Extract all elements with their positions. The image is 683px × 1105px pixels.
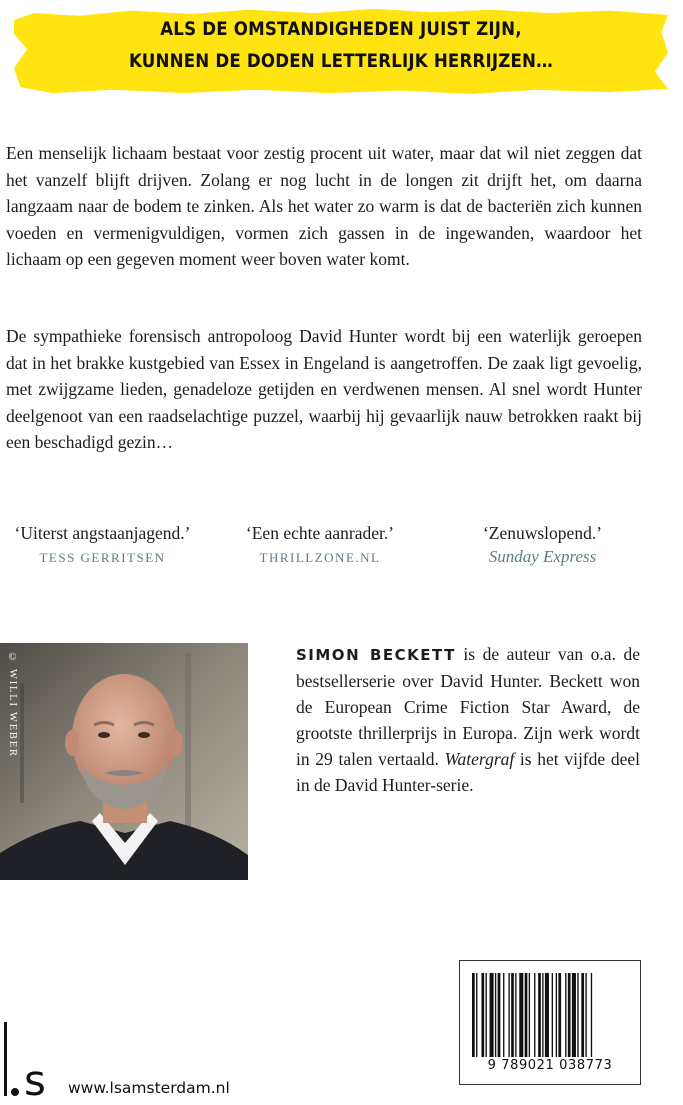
publisher-logo (4, 1022, 64, 1105)
author-photo (0, 643, 248, 880)
headline-line-1: ALS DE OMSTANDIGHEDEN JUIST ZIJN, (160, 19, 522, 40)
review-quote-3 (460, 523, 625, 567)
author-portrait-illustration (0, 643, 248, 880)
logo-bar (4, 1022, 7, 1096)
quote-text: ‘Een echte aanrader.’ (245, 523, 395, 543)
barcode-bars (472, 973, 628, 1057)
barcode (459, 960, 641, 1085)
author-name: SIMON BECKETT (296, 646, 456, 664)
isbn-number: 9 789021 038773 (487, 1058, 613, 1073)
headline-line-2: KUNNEN DE DODEN LETTERLIJK HERRIJZEN… (128, 51, 554, 72)
publisher-website[interactable]: www.lsamsterdam.nl (68, 1079, 230, 1097)
logo-dot (11, 1088, 19, 1096)
bio-text-2: is het vijfde deel in de David Hunter-serie. (296, 749, 640, 795)
quote-source: TESS GERRITSEN (39, 550, 166, 565)
quote-text: ‘Uiterst angstaanjagend.’ (14, 523, 191, 543)
review-quote-1 (0, 523, 205, 566)
quote-source: Sunday Express (488, 547, 597, 566)
blurb-paragraph-1: Een menselijk lichaam bestaat voor zestig procent uit water, maar dat wil niet zeggen dat het vanzelf blijft drijven. Zolang er nog lucht in de longen zit drijft het, om daarna langzaam naar de bodem te zinken. Als het water zo warm is dat de bacteriën zich kunnen voeden en vermenigvuldigen, vormen zich gassen in de ingewanden, waardoor het lichaam op een gegeven moment weer boven water komt. (6, 143, 642, 269)
logo-letter: s (24, 1056, 46, 1105)
headline-text (47, 14, 636, 78)
photo-credit: © WILLI WEBER (7, 652, 18, 758)
quote-source: THRILLZONE.NL (259, 550, 381, 565)
author-bio (296, 641, 640, 798)
review-quote-2 (230, 523, 410, 566)
blurb-paragraph-2: De sympathieke forensisch antropoloog David Hunter wordt bij een waterlijk geroepen dat in het brakke kustgebied van Essex in Engeland is aangetroffen. De zaak ligt gevoelig, met zwijgzame lieden, genadeloze getijden en verdwenen mensen. Al snel wordt Hunter deelgenoot van een raadselachtige puzzel, waarbij hij gevaarlijk nauw betrokken raakt bij een beschadigd gezin… (6, 326, 642, 452)
bio-text-1: is de auteur van o.a. de bestsellerserie over David Hunter. Beckett won de European Crime Fiction Star Award, de grootste thrillerprijs in Europa. Zijn werk wordt in 29 talen vertaald. (296, 644, 640, 769)
quote-text: ‘Zenuwslopend.’ (482, 523, 603, 543)
book-title: Watergraf (444, 749, 515, 769)
